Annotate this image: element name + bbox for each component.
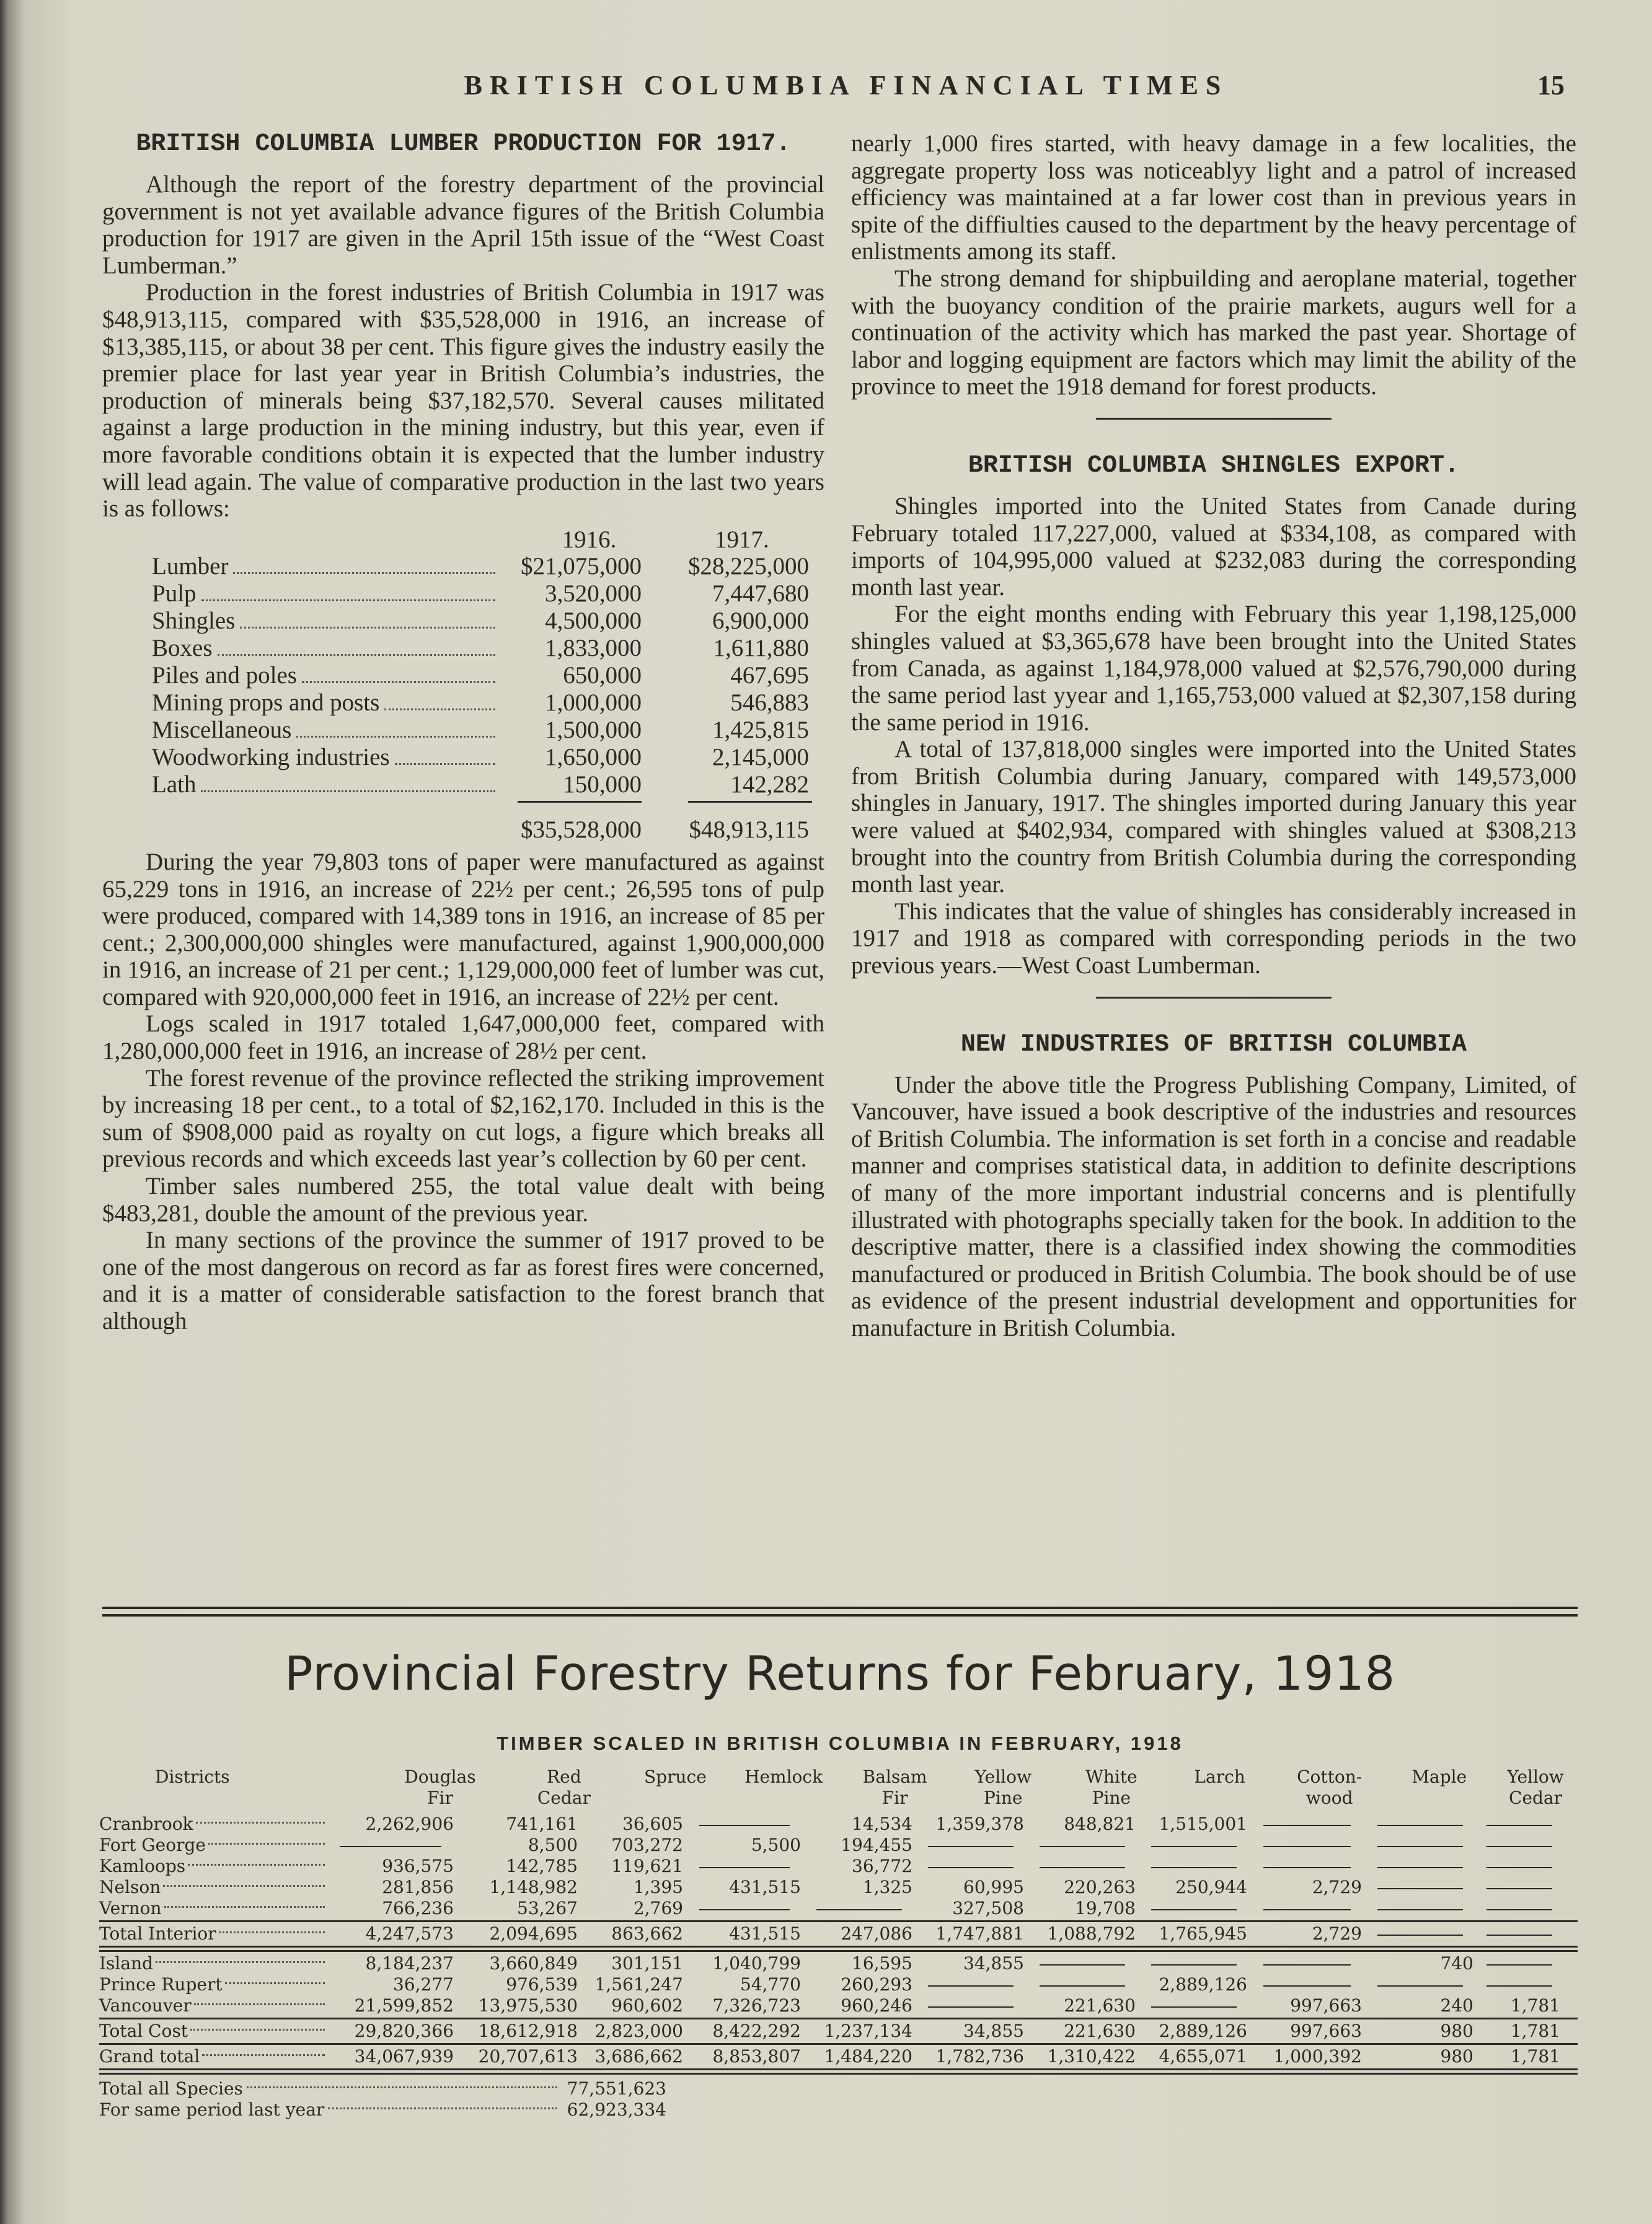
total-interior-row [99,1923,1578,1944]
forestry-table-header [99,1767,1578,1814]
paragraph: This indicates that the value of shingles has considerably increased in 1917 and 1918 as compared with corresponding periods in the two previous years.—West Coast Lumberman. [851,898,1576,979]
empty-cell [1367,1856,1478,1877]
column-header-line1: Districts [155,1767,230,1787]
empty-cell [1252,1856,1367,1877]
district-name: Fort George [99,1835,206,1855]
value-1917: 142,282 [730,771,809,798]
value-1917: 7,447,680 [712,580,809,607]
column-header [1165,1767,1274,1788]
production-table-header [102,526,824,554]
forestry-title: Provincial Forestry Returns for February, 1918 [284,1646,1396,1701]
section-divider [102,1607,1578,1617]
production-item-name: Lath [152,771,197,798]
forestry-table [99,1767,1578,2120]
forestry-subtitle: TIMBER SCALED IN BRITISH COLUMBIA IN FEBRUARY, 1918 [497,1732,1183,1754]
district-name: Total Interior [99,1923,216,1944]
table-cell: 54,770 [740,1974,801,1995]
table-cell: 119,621 [611,1856,683,1876]
table-cell: 14,534 [852,1814,912,1834]
header-1917: 1917. [715,526,769,553]
production-row [102,662,824,689]
table-cell: 250,944 [1175,1877,1247,1897]
table-cell: 1,782,736 [935,2046,1024,2067]
total-all-species-row [99,2078,1578,2099]
table-cell: 1,000,392 [1273,2046,1362,2067]
empty-cell [1029,1953,1141,1974]
table-cell: 1,781 [1510,1995,1560,2016]
table-cell: 34,855 [963,1953,1024,1974]
table-cell: 1,310,422 [1047,2046,1136,2067]
column-header-line2: Maple [1411,1767,1467,1787]
table-cell: 1,484,220 [824,2046,912,2067]
production-row [102,744,824,771]
empty-cell [688,1814,806,1835]
table-cell: 1,747,881 [935,1923,1024,1944]
table-cell: 8,500 [528,1835,578,1855]
column-header [949,1767,1058,1809]
production-total-row [102,816,824,844]
value-1917: $28,225,000 [688,553,809,580]
column-header [99,1767,376,1788]
value-1916: 1,833,000 [545,635,642,662]
value-1916: 4,500,000 [545,607,642,635]
table-cell: 2,769 [633,1898,683,1918]
empty-cell [1478,1974,1565,1995]
value-1916: 650,000 [563,662,642,689]
left-column [102,130,824,1335]
value-1916: 1,650,000 [545,744,642,771]
empty-cell [1478,1877,1565,1898]
column-header [504,1767,624,1809]
table-cell: 2,889,126 [1159,2021,1247,2041]
district-row [99,1877,1578,1898]
table-cell: 960,602 [611,1995,683,2016]
article-title-lumber: BRITISH COLUMBIA LUMBER PRODUCTION FOR 1917. [136,130,791,158]
column-header [624,1767,727,1788]
paragraph: The strong demand for shipbuilding and aeroplane material, together with the buoyancy condition of the prairie markets, augurs well for a continuation of the activity which has marked the past year. Shortage of labor and logging equipment are factors which may limit the ability of the province to meet the 1918 demand for forest products. [851,265,1576,400]
empty-cell [1367,1923,1478,1944]
value-1917: 546,883 [730,689,809,717]
empty-cell [327,1835,459,1856]
column-header-line2: Cedar [537,1788,591,1808]
divider [1096,418,1332,420]
empty-cell [1367,1898,1478,1919]
empty-cell [1367,1877,1478,1898]
value-1916: 3,520,000 [545,580,642,607]
table-cell: 4,247,573 [365,1923,454,1944]
table-cell: 848,821 [1064,1814,1136,1834]
table-cell: 2,262,906 [365,1814,454,1834]
production-item-name: Boxes [152,635,213,662]
column-header-line1: White [1085,1767,1137,1787]
table-cell: 29,820,366 [354,2021,454,2041]
empty-cell [1478,1953,1565,1974]
table-cell: 1,765,945 [1159,1923,1247,1944]
column-header [841,1767,949,1809]
district-name: Cranbrook [99,1814,193,1834]
production-row [102,717,824,744]
column-header-line2: Fir [881,1788,908,1808]
table-cell: 1,237,134 [824,2021,912,2041]
table-cell: 5,500 [751,1835,801,1855]
district-name: Island [99,1953,154,1974]
table-cell: 2,889,126 [1159,1974,1247,1995]
same-period-row [99,2099,1578,2120]
paragraph: Timber sales numbered 255, the total value dealt with being $483,281, double the amount of the previous year. [102,1173,824,1227]
total-all-species-value: 77,551,623 [567,2078,666,2099]
empty-cell [917,1974,1029,1995]
column-header-line2: Cedar [1509,1788,1563,1808]
column-header-line1: Yellow [1507,1767,1564,1787]
table-cell: 1,395 [633,1877,683,1897]
table-cell: 2,823,000 [594,2021,683,2041]
column-header-line2: Hemlock [744,1767,823,1787]
article-title-shingles: BRITISH COLUMBIA SHINGLES EXPORT. [968,451,1460,480]
district-row [99,1995,1578,2016]
table-cell: 4,655,071 [1159,2046,1247,2067]
table-cell: 1,781 [1510,2046,1560,2067]
empty-cell [1029,1856,1141,1877]
empty-cell [1141,1835,1252,1856]
table-cell: 997,663 [1290,1995,1362,2016]
column-header-line2: Larch [1194,1767,1245,1787]
table-cell: 281,856 [382,1877,454,1897]
production-item-name: Mining props and posts [152,689,380,717]
empty-cell [1252,1835,1367,1856]
table-cell: 18,612,918 [478,2021,578,2041]
production-row [102,689,824,717]
table-cell: 36,772 [852,1856,912,1876]
table-cell: 1,040,799 [712,1953,801,1974]
rule [99,1946,1578,1952]
column-header [1385,1767,1493,1788]
district-name: Prince Rupert [99,1974,223,1995]
value-1916: 150,000 [563,771,642,798]
column-header-line2: Spruce [644,1767,707,1787]
table-cell: 863,662 [611,1923,683,1944]
empty-cell [1478,1923,1565,1944]
district-name: Grand total [99,2046,200,2067]
district-row [99,1953,1578,1974]
empty-cell [1367,1974,1478,1995]
table-cell: 431,515 [729,1923,801,1944]
table-cell: 980 [1440,2021,1473,2041]
table-cell: 3,686,662 [594,2046,683,2067]
column-header-line1: Douglas [404,1767,476,1787]
production-item-name: Lumber [152,553,229,580]
value-1916: $21,075,000 [521,553,642,580]
value-1917: 467,695 [730,662,809,689]
empty-cell [1478,1898,1565,1919]
table-cell: 221,630 [1064,2021,1136,2041]
table-cell: 976,539 [506,1974,578,1995]
table-cell: 34,067,939 [354,2046,454,2067]
header-1916: 1916. [562,526,617,553]
table-cell: 997,663 [1290,2021,1362,2041]
table-cell: 741,161 [506,1814,578,1834]
column-header-line2: Pine [1092,1788,1131,1808]
same-period-label: For same period last year [99,2099,325,2120]
table-cell: 34,855 [963,2021,1024,2041]
empty-cell [1252,1814,1367,1835]
table-cell: 13,975,530 [478,1995,578,2016]
same-period-value: 62,923,334 [567,2099,666,2120]
paragraph: Although the report of the forestry department of the provincial government is not yet available advance figures of the British Columbia production for 1917 are given in the April 15th issue of the “West Coast Lumberman.” [102,171,824,279]
production-table [102,526,824,844]
column-header-line1: Cotton- [1297,1767,1363,1787]
rule [99,2068,1578,2075]
table-cell: 960,246 [841,1995,912,2016]
production-row [102,635,824,662]
paragraph: Under the above title the Progress Publishing Company, Limited, of Vancouver, have issued a book descriptive of the industries and resources of British Columbia. The information is set forth in a concise and readable manner and comprises statistical data, in addition to definite descriptions of many of the more important industrial concerns and is plentifully illustrated with photographs specially taken for the book. In addition to the descriptive matter, there is a classified index showing the commodities manufactured or produced in British Columbia. The book should be of use as evidence of the present industrial development and opportunities for manufacture in British Columbia. [851,1071,1576,1341]
column-header [1493,1767,1578,1809]
table-cell: 1,781 [1510,2021,1560,2041]
value-1916: 1,500,000 [545,717,642,744]
district-name: Kamloops [99,1856,186,1876]
empty-cell [1478,1856,1565,1877]
table-cell: 19,708 [1075,1898,1136,1918]
table-cell: 766,236 [382,1898,454,1918]
table-cell: 740 [1440,1953,1473,1974]
paragraph: The forest revenue of the province reflected the striking improvement by increasing 18 per cent., to a total of $2,162,170. Included in this is the sum of $908,000 paid as royalty on cut logs, a figure which breaks all previous records and which exceeds last year’s collection by 60 per cent. [102,1064,824,1173]
table-cell: 260,293 [841,1974,912,1995]
production-item-name: Piles and poles [152,662,297,689]
table-cell: 8,422,292 [712,2021,801,2041]
district-name: Total Cost [99,2021,188,2041]
production-row [102,553,824,580]
empty-cell [1252,1953,1367,1974]
paragraph: In many sections of the province the summer of 1917 proved to be one of the most dangerous on record as far as forest fires were concerned, and it is a matter of considerable satisfaction to the forest branch that although [102,1227,824,1335]
district-row [99,1835,1578,1856]
table-cell: 980 [1440,2046,1473,2067]
paragraph: nearly 1,000 fires started, with heavy damage in a few localities, the aggregate property loss was noticeablyy light and a patrol of increased efficiency was maintained at a far lower cost than in previous years in spite of the diffiulties caused to the department by the heavy percentage of enlistments among its staff. [851,130,1576,265]
rule [99,2018,1578,2019]
empty-cell [1478,1814,1565,1835]
empty-cell [688,1856,806,1877]
production-item-name: Shingles [152,607,236,635]
table-cell: 21,599,852 [354,1995,454,2016]
grand-total-row [99,2046,1578,2067]
divider [1096,997,1332,999]
empty-cell [1141,1953,1252,1974]
table-cell: 247,086 [841,1923,912,1944]
table-cell: 220,263 [1064,1877,1136,1897]
total-1916: $35,528,000 [521,816,642,844]
production-item-name: Pulp [152,580,197,607]
paragraph: Shingles imported into the United States from Canade during February totaled 117,227,000, valued at $334,108, as compared with imports of 104,995,000 valued at $232,083 during the corresponding month last year. [851,492,1576,601]
production-item-name: Woodworking industries [152,744,390,771]
value-1917: 6,900,000 [712,607,809,635]
empty-cell [1029,1974,1141,1995]
table-cell: 1,325 [862,1877,912,1897]
production-row [102,771,824,798]
district-row [99,1856,1578,1877]
paragraph: During the year 79,803 tons of paper were manufactured as against 65,229 tons in 1916, an increase of 22½ per cent.; 26,595 tons of pulp were produced, compared with 14,389 tons in 1916, an increase of 85 per cent.; 2,300,000,000 shingles were manufactured, against 1,900,000,000 in 1916, an increase of 21 per cent.; 1,129,000,000 feet of lumber was cut, compared with 920,000,000 feet in 1916, an increase of 22½ per cent. [102,848,824,1010]
table-cell: 1,148,982 [489,1877,578,1897]
column-header-line1: Red [547,1767,581,1787]
rule [99,2043,1578,2045]
empty-cell [1367,1835,1478,1856]
table-cell: 16,595 [852,1953,912,1974]
column-header-line1: Balsam [862,1767,927,1787]
table-cell: 36,277 [393,1974,454,1995]
table-cell: 1,088,792 [1047,1923,1136,1944]
table-cell: 301,151 [611,1953,683,1974]
empty-cell [806,1898,917,1919]
paragraph: Production in the forest industries of British Columbia in 1917 was $48,913,115, compared with $35,528,000 in 1916, an increase of $13,385,115, or about 38 per cent. This figure gives the industry easily the premier place for last year year in British Columbia’s industries, the production of minerals being $37,182,570. Several causes militated against a large production in the mining industry, but this year, even if more favorable conditions obtain it is expected that the lumber industry will lead again. The value of comparative production in the last two years is as follows: [102,279,824,523]
empty-cell [1141,1995,1252,2016]
table-cell: 431,515 [729,1877,801,1897]
district-row [99,1974,1578,1995]
total-1917: $48,913,115 [689,816,809,844]
table-cell: 8,853,807 [712,2046,801,2067]
total-cost-row [99,2021,1578,2042]
empty-cell [1367,1814,1478,1835]
empty-cell [1478,1835,1565,1856]
district-name: Vernon [99,1898,162,1918]
empty-cell [917,1995,1029,2016]
empty-cell [1141,1898,1252,1919]
table-cell: 53,267 [517,1898,578,1918]
production-row [102,580,824,607]
table-cell: 8,184,237 [365,1953,454,1974]
district-name: Nelson [99,1877,161,1897]
species-totals [99,2078,1578,2120]
column-header-line1: Yellow [974,1767,1031,1787]
value-1916: 1,000,000 [545,689,642,717]
table-cell: 1,561,247 [594,1974,683,1995]
table-cell: 327,508 [952,1898,1024,1918]
empty-cell [917,1856,1029,1877]
district-row [99,1814,1578,1835]
empty-cell [1029,1835,1141,1856]
empty-cell [1252,1974,1367,1995]
table-cell: 221,630 [1064,1995,1136,2016]
table-cell: 936,575 [382,1856,454,1876]
right-column [851,130,1576,1342]
empty-cell [688,1898,806,1919]
table-cell: 240 [1440,1995,1473,2016]
production-row [102,607,824,635]
rule [99,1920,1578,1922]
table-cell: 703,272 [611,1835,683,1855]
table-cell: 7,326,723 [712,1995,801,2016]
table-cell: 2,729 [1312,1923,1362,1944]
total-rule [102,801,824,803]
table-cell: 2,094,695 [489,1923,578,1944]
column-header-line2: Fir [427,1788,453,1808]
total-all-species-label: Total all Species [99,2078,243,2099]
column-header-line2: wood [1305,1788,1353,1808]
value-1917: 1,611,880 [713,635,809,662]
paragraph: Logs scaled in 1917 totaled 1,647,000,000 feet, compared with 1,280,000,000 feet in 1916, an increase of 28½ per cent. [102,1010,824,1065]
table-cell: 2,729 [1312,1877,1362,1897]
district-name: Vancouver [99,1995,192,2016]
page-number: 15 [1537,70,1565,100]
table-cell: 1,515,001 [1159,1814,1247,1834]
paragraph: For the eight months ending with February this year 1,198,125,000 shingles valued at $3,365,678 have been brought into the United States from Canada, as against 1,184,978,000 valued at $2,576,790,000 during the same period last yyear and 1,165,753,000 valued at $2,307,158 during the same period in 1916. [851,601,1576,736]
production-item-name: Miscellaneous [152,717,292,744]
table-cell: 20,707,613 [478,2046,578,2067]
column-header [376,1767,504,1809]
column-header [1058,1767,1166,1809]
table-cell: 194,455 [841,1835,912,1855]
empty-cell [1252,1898,1367,1919]
table-cell: 60,995 [963,1877,1024,1897]
article-title-new-industries: NEW INDUSTRIES OF BRITISH COLUMBIA [960,1030,1467,1059]
district-row [99,1898,1578,1919]
empty-cell [917,1835,1029,1856]
table-cell: 36,605 [622,1814,683,1834]
column-header [727,1767,841,1788]
column-header-line2: Pine [984,1788,1023,1808]
empty-cell [1141,1856,1252,1877]
table-cell: 142,785 [506,1856,578,1876]
paragraph: A total of 137,818,000 singles were imported into the United States from British Columbia during January, compared with 149,573,000 shingles in January, 1917. The shingles imported during January this year were valued at $402,934, compared with shingles valued at $308,213 brought into the country from British Columbia during the corresponding month last year. [851,736,1576,898]
table-cell: 3,660,849 [489,1953,578,1974]
value-1917: 2,145,000 [712,744,809,771]
table-cell: 1,359,378 [935,1814,1024,1834]
value-1917: 1,425,815 [712,717,809,744]
running-header: BRITISH COLUMBIA FINANCIAL TIMES [464,70,1229,100]
column-header [1274,1767,1385,1809]
